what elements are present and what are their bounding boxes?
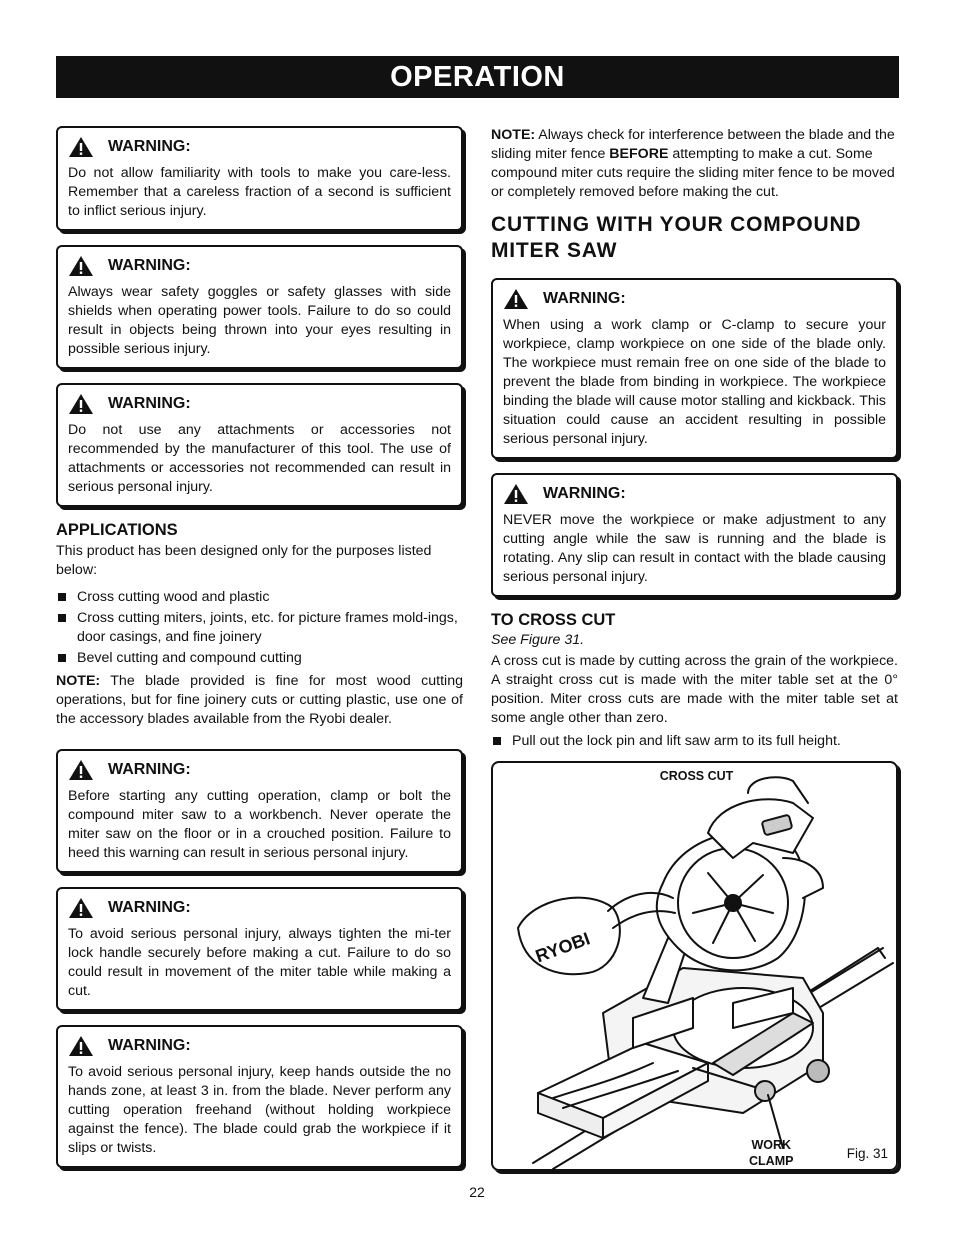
warning-box-never-move bbox=[491, 473, 898, 597]
warning-triangle-icon bbox=[68, 393, 94, 415]
work-clamp-label bbox=[749, 1137, 793, 1169]
work-clamp-label-line2: CLAMP bbox=[749, 1154, 794, 1168]
work-clamp-label-line1: WORK bbox=[751, 1138, 792, 1152]
page-number: 22 bbox=[469, 1184, 485, 1200]
applications-list bbox=[56, 588, 463, 668]
miter-saw-illustration bbox=[493, 763, 896, 1169]
applications-intro: This product has been designed only for the purposes listed below: bbox=[56, 543, 432, 578]
warning-box-work-clamp bbox=[491, 278, 898, 459]
warning-triangle-icon bbox=[68, 136, 94, 158]
cross-cut-heading: TO CROSS CUT bbox=[491, 611, 616, 629]
warning-text: To avoid serious personal injury, keep hands outside the no hands zone, at least 3 in. from the blade. Never perform any cutting operation freehand (without holding workpiece against the fence). The blade could grab the workpiece if it slips or twists. bbox=[68, 1064, 451, 1156]
note-emphasis: BEFORE bbox=[609, 146, 669, 162]
warning-title: WARNING: bbox=[108, 1037, 191, 1054]
warning-triangle-icon bbox=[68, 897, 94, 919]
right-column bbox=[491, 126, 898, 1171]
figure-top-label: CROSS CUT bbox=[659, 769, 734, 783]
warning-triangle-icon bbox=[503, 288, 529, 310]
warning-text: When using a work clamp or C-clamp to secure your workpiece, clamp workpiece on one side of the blade only. The workpiece must remain free on one side of the blade to prevent the blade from binding in workpiece. The workpiece binding the blade will cause motor stalling and kickback. This situation could cause an accident resulting in possible serious personal injury. bbox=[503, 317, 886, 447]
interference-note bbox=[491, 126, 898, 202]
warning-title: WARNING: bbox=[108, 761, 191, 778]
warning-title: WARNING: bbox=[108, 395, 191, 412]
warning-triangle-icon bbox=[68, 255, 94, 277]
warning-title: WARNING: bbox=[543, 290, 626, 307]
figure-number: Fig. 31 bbox=[846, 1146, 888, 1161]
note-text: Always check for interference between the blade and the sliding miter fence bbox=[491, 127, 895, 162]
note-text: The blade provided is fine for most wood cutting operations, but for fine joinery cuts or cutting plastic, use one of the accessory blades available from the Ryobi dealer. bbox=[56, 673, 463, 727]
warning-title: WARNING: bbox=[543, 485, 626, 502]
section-heading: CUTTING WITH YOUR COMPOUND MITER SAW bbox=[491, 213, 862, 262]
warning-text: To avoid serious personal injury, always tighten the mi-ter lock handle securely before making a cut. Failure to do so could result in movement of the miter table while making a cut. bbox=[68, 926, 451, 999]
warning-box-no-hands-zone bbox=[56, 1025, 463, 1168]
figure-31 bbox=[491, 761, 898, 1171]
list-item: Cross cutting wood and plastic bbox=[56, 588, 463, 607]
warning-title: WARNING: bbox=[108, 257, 191, 274]
warning-triangle-icon bbox=[503, 483, 529, 505]
note-label: NOTE: bbox=[491, 127, 536, 143]
warning-title: WARNING: bbox=[108, 899, 191, 916]
warning-triangle-icon bbox=[68, 1035, 94, 1057]
cross-cut-text: A cross cut is made by cutting across the grain of the workpiece. A straight cross cut is made with the miter table set at the 0° position. Miter cross cuts are made with the miter table set at some angle other than zero. bbox=[491, 653, 898, 726]
warning-title: WARNING: bbox=[108, 138, 191, 155]
list-item: Pull out the lock pin and lift saw arm to its full height. bbox=[491, 732, 898, 751]
left-column bbox=[56, 126, 463, 1182]
warning-box-attachments bbox=[56, 383, 463, 507]
warning-text: Do not allow familiarity with tools to make you care-less. Remember that a careless fraction of a second is sufficient to inflict serious injury. bbox=[68, 165, 451, 219]
warning-box-miter-lock bbox=[56, 887, 463, 1011]
note-text: attempting to make a cut. Some compound miter cuts require the sliding miter fence to be moved or completely removed before making the cut. bbox=[491, 146, 895, 200]
applications-heading: APPLICATIONS bbox=[56, 521, 178, 539]
warning-box-clamp-saw bbox=[56, 749, 463, 873]
warning-text: Do not use any attachments or accessories not recommended by the manufacturer of this tool. The use of attachments or accessories not recommended can result in serious personal injury. bbox=[68, 422, 451, 495]
see-figure-reference: See Figure 31. bbox=[491, 632, 585, 648]
warning-text: Before starting any cutting operation, clamp or bolt the compound miter saw to a workbench. Never operate the miter saw on the floor or in a crouched position. Failure to heed this warning can result in serious personal injury. bbox=[68, 788, 451, 861]
warning-text: NEVER move the workpiece or make adjustment to any cutting angle while the saw is running and the blade is rotating. Any slip can result in contact with the blade causing serious personal injury. bbox=[503, 512, 886, 585]
brand-text: RYOBI bbox=[532, 928, 593, 967]
note-label: NOTE: bbox=[56, 673, 101, 689]
list-item: Cross cutting miters, joints, etc. for picture frames mold-ings, door casings, and fine joinery bbox=[56, 609, 463, 647]
warning-text: Always wear safety goggles or safety glasses with side shields when operating power tools. Failure to do so could result in objects being thrown into your eyes resulting in possible serious injury. bbox=[68, 284, 451, 357]
warning-box-safety-goggles bbox=[56, 245, 463, 369]
warning-triangle-icon bbox=[68, 759, 94, 781]
page-header: OPERATION bbox=[56, 56, 899, 98]
warning-box-familiarity bbox=[56, 126, 463, 231]
list-item: Bevel cutting and compound cutting bbox=[56, 649, 463, 668]
applications-note bbox=[56, 672, 463, 729]
cross-cut-steps bbox=[491, 732, 898, 751]
